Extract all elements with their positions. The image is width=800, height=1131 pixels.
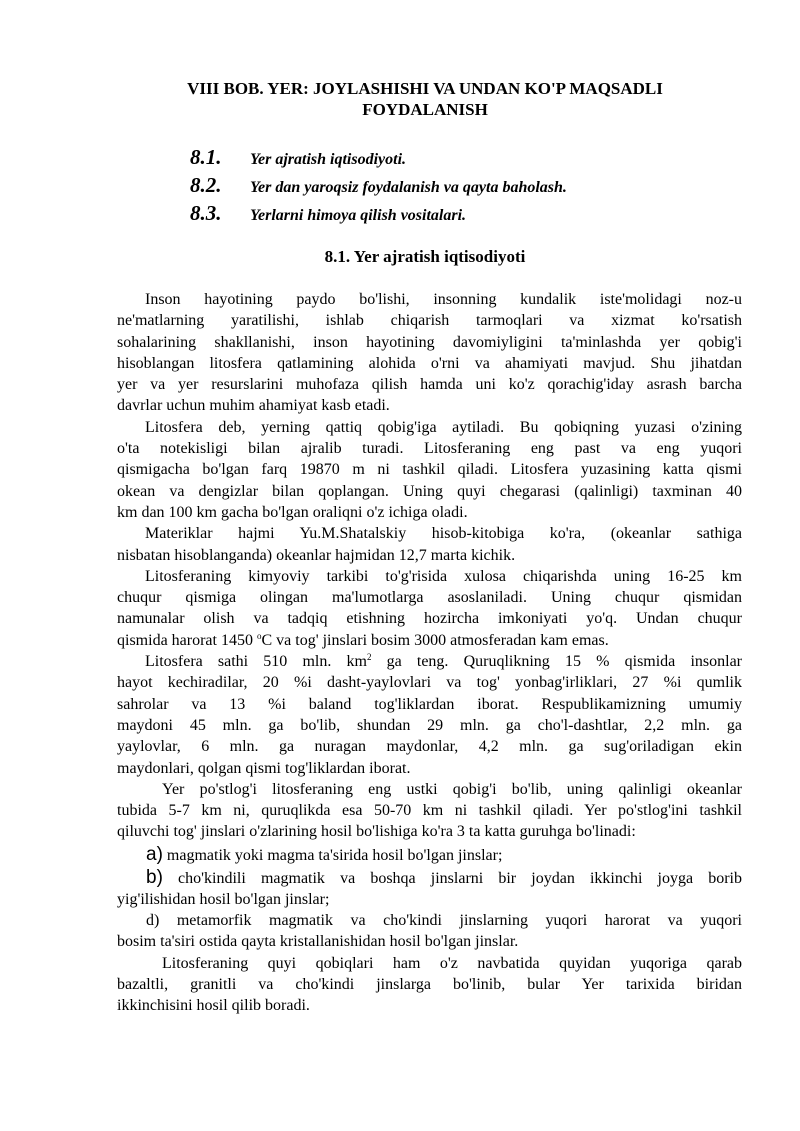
toc-number: 8.2.: [190, 173, 222, 197]
text-line: sahrolar va 13 %i baland tog'liklardan iborat. Respublikamizning umumiy: [117, 695, 742, 713]
table-of-contents: [190, 145, 710, 229]
section-heading: 8.1. Yer ajratish iqtisodiyoti: [324, 247, 526, 266]
text-line: bosim ta'siri ostida qayta kristallanishidan hosil bo'lgan jinslar.: [117, 933, 519, 951]
text-line: chuqur qismiga olingan ma'lumotlarga asoslaniladi. Uning chuqur qismidan: [117, 589, 742, 607]
text-line: Litosfera deb, yerning qattiq qobig'iga aytiladi. Bu qobiqning yuzasi o'zining: [145, 418, 742, 436]
text-line: ikkinchisini hosil qilib boradi.: [117, 997, 310, 1015]
toc-number: 8.3.: [190, 201, 222, 225]
text-fragment: ga teng. Quruqlikning 15 % qismida insonlar: [371, 653, 742, 671]
text-line: Litosferaning quyi qobiqlari ham o'z navbatida quyidan yuqoriga qarab: [162, 954, 742, 972]
list-marker: b): [146, 866, 163, 888]
text-line: Litosferaning kimyoviy tarkibi to'g'risida xulosa chiqarishda uning 16-25 km: [145, 567, 742, 585]
text-line: yaylovlar, 6 mln. ga nuragan maydonlar, 4,2 mln. ga sug'oriladigan ekin: [117, 738, 742, 756]
text-line: sohalarining shakllanishi, inson hayotining davomiyligini ta'minlashda yer qobig'i: [117, 333, 742, 351]
text-line: davrlar uchun muhim ahamiyat kasb etadi.: [117, 397, 390, 415]
list-item-a: [117, 843, 742, 866]
text-line: nisbatan hisoblanganda) okeanlar hajmidan 12,7 marta kichik.: [117, 546, 516, 564]
text-line: maydoni 45 mln. ga bo'lib, shundan 29 mln. ga cho'l-dashtlar, 2,2 mln. ga: [117, 716, 742, 734]
text-line: yig'ilishidan hosil bo'lgan jinslar;: [117, 890, 330, 908]
square-superscript: 2: [366, 652, 372, 663]
text-line: hisoblangan litosfera qatlamining alohida o'rni va ahamiyati mavjud. Shu jihatdan: [117, 354, 742, 372]
chapter-title: [110, 78, 740, 120]
text-line: Yer po'stlog'i litosferaning eng ustki qobig'i bo'lib, uning qalinligi okeanlar: [162, 780, 742, 798]
chapter-title-line: VIII BOB. YER: JOYLASHISHI VA UNDAN KO'P MAQSADLI: [187, 79, 663, 98]
text-line: o'ta notekisligi bilan ajralib turadi. Litosferaning eng past va eng yuqori: [117, 440, 742, 458]
list-item-d: d) metamorfik magmatik va cho'kindi jinslarning yuqori harorat va yuqori: [146, 912, 742, 930]
text-line: Materiklar hajmi Yu.M.Shatalskiy hisob-kitobiga ko'ra, (okeanlar sathiga: [145, 525, 742, 543]
text-line: km dan 100 km gacha bo'lgan oraliqni o'z ichiga oladi.: [117, 503, 468, 521]
list-marker: a): [146, 843, 163, 865]
text-line: hayot kechiradilar, 20 %i dasht-yaylovlari va tog' yonbag'irliklari, 27 %i qumlik: [117, 674, 742, 692]
text-fragment: magmatik yoki magma ta'sirida hosil bo'lgan jinslar;: [162, 846, 503, 864]
chapter-title-line: FOYDALANISH: [362, 100, 488, 119]
degree-superscript: o: [256, 630, 262, 641]
text-line: [117, 630, 742, 651]
text-fragment: C va tog' jinslari bosim 3000 atmosferadan kam emas.: [261, 631, 609, 649]
toc-number: 8.1.: [190, 145, 222, 169]
toc-text: Yerlarni himoya qilish vositalari.: [250, 207, 467, 224]
text-line: okean va dengizlar bilan qoplangan. Uning quyi chegarasi (qalinligi) taxminan 40: [117, 482, 742, 500]
text-line: qismigacha bo'lgan farq 19870 m ni tashkil qiladi. Litosfera yuzasining katta qismi: [117, 461, 742, 479]
text-line: ne'matlarning yaratilishi, ishlab chiqarish tarmoqlari va xizmat ko'rsatish: [117, 312, 742, 330]
text-line: Inson hayotining paydo bo'lishi, insonning kundalik iste'molidagi noz-u: [145, 291, 742, 308]
text-line: qiluvchi tog' jinslari o'zlarining hosil bo'lishiga ko'ra 3 ta katta guruhga bo'linadi:: [117, 823, 636, 841]
text-line: namunalar olish va tadqiq etishning hozircha imkoniyati yo'q. Undan chuqur: [117, 610, 742, 628]
list-item-b: [117, 866, 742, 889]
text-line: [117, 651, 742, 672]
text-fragment: cho'kindili magmatik va boshqa jinslarni bir joydan ikkinchi joyga borib: [162, 869, 742, 887]
toc-item: [190, 173, 710, 201]
text-fragment: qismida harorat 1450: [117, 631, 257, 649]
text-fragment: Litosfera sathi 510 mln. km: [145, 653, 367, 671]
text-line: tubida 5-7 km ni, quruqlikda esa 50-70 km ni tashkil qiladi. Yer po'stlog'ini tashkil: [117, 802, 742, 820]
text-line: maydonlari, qolgan qismi tog'liklardan iborat.: [117, 759, 411, 777]
toc-text: Yer dan yaroqsiz foydalanish va qayta baholash.: [250, 179, 567, 196]
toc-text: Yer ajratish iqtisodiyoti.: [250, 151, 407, 168]
body-text: [117, 289, 742, 1017]
text-line: yer va yer resurslarini muhofaza qilish hamda uni ko'z qorachig'iday asrash barcha: [117, 376, 742, 394]
text-line: bazaltli, granitli va cho'kindi jinslarga bo'linib, bular Yer tarixida biridan: [117, 975, 742, 993]
toc-item: [190, 201, 710, 229]
toc-item: [190, 145, 710, 173]
